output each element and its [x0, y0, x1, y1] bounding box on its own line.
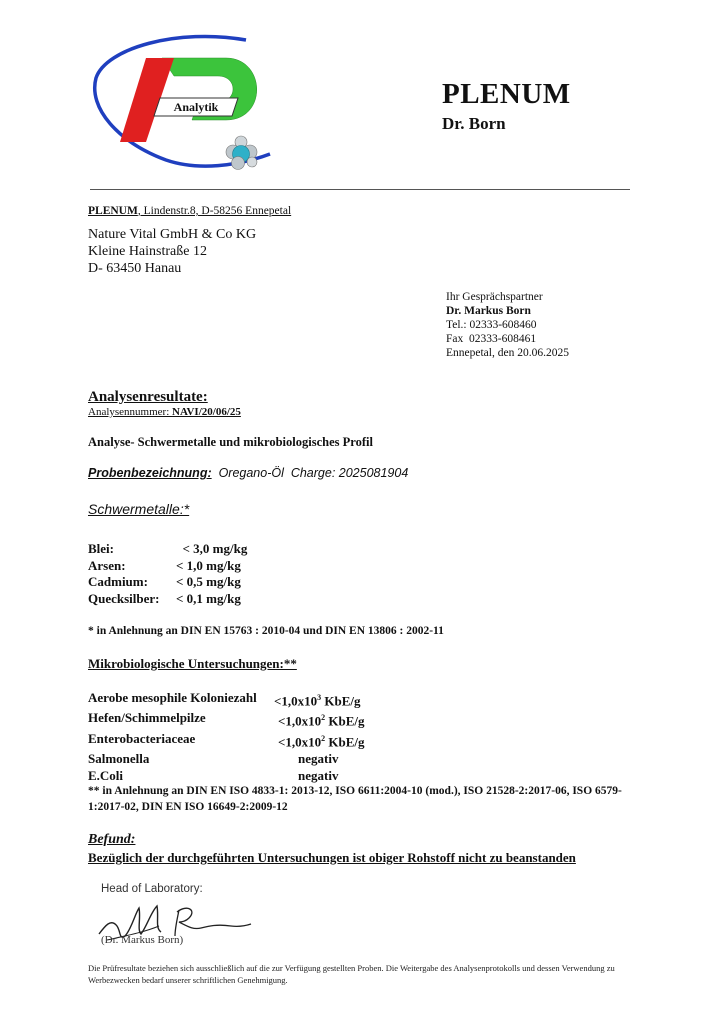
table-row: [88, 591, 247, 608]
sample-designation: [88, 466, 408, 480]
microbiology-heading: Mikrobiologische Untersuchungen:**: [88, 656, 297, 671]
microbiology-footnote: ** in Anlehnung an DIN EN ISO 4833-1: 2013-12, ISO 6611:2004-10 (mod.), ISO 21528-2:2017-06, ISO 6579-1:2017-02, DIN EN ISO 16649-2:2009-12: [88, 785, 622, 813]
sample-value: Oregano-Öl Charge: 2025081904: [211, 466, 409, 480]
micro-value: $<1,0x10^3$ KbE/g: [274, 693, 361, 709]
table-row: [88, 541, 247, 558]
table-row: [88, 767, 365, 784]
metal-name: Cadmium:: [88, 574, 148, 589]
recipient-line-1: Nature Vital GmbH & Co KG: [88, 227, 257, 242]
micro-name: Hefen/Schimmelpilze: [88, 710, 206, 726]
metal-value: < 0,1 mg/kg: [176, 590, 241, 606]
sender-address-line: [88, 205, 291, 217]
micro-value: negativ: [298, 767, 339, 783]
table-row: [88, 689, 365, 709]
table-row: [88, 750, 365, 767]
micro-name: Salmonella: [88, 750, 150, 766]
recipient-line-3: D- 63450 Hanau: [88, 261, 182, 276]
contact-tel: Tel.: 02333-608460: [446, 319, 537, 331]
analysis-number-label: Analysennummer:: [88, 406, 173, 418]
heavy-metals-table: [88, 541, 247, 607]
sender-name: PLENUM: [88, 205, 138, 217]
table-row: [88, 730, 365, 750]
contact-name: Dr. Markus Born: [446, 305, 531, 317]
signature-role: Head of Laboratory:: [101, 883, 203, 895]
metal-value: < 0,5 mg/kg: [176, 574, 241, 589]
metal-name: Quecksilber:: [88, 590, 160, 606]
finding-text: Bezüglich der durchgeführten Untersuchungen ist obiger Rohstoff nicht zu beanstanden: [88, 850, 576, 865]
metal-value: < 1,0 mg/kg: [176, 557, 241, 573]
finding-heading: Befund:: [88, 832, 136, 847]
microbiology-table: [88, 689, 365, 784]
results-heading: Analysenresultate:: [88, 389, 208, 405]
contact-date: Ennepetal, den 20.06.2025: [446, 347, 569, 359]
brand-subtitle: Dr. Born: [442, 114, 506, 133]
sender-address: , Lindenstr.8, D-58256 Ennepetal: [137, 205, 292, 217]
contact-fax: Fax 02333-608461: [446, 333, 537, 345]
table-row: [88, 709, 365, 729]
disclaimer: Die Prüfresultate beziehen sich ausschließlich auf die zur Verfügung gestellten Proben. Die Weitergabe des Analysenprotokolls und dessen Verwendung zu Werbezwecken bedarf unserer schriftlichen Genehmigung.: [88, 963, 615, 985]
micro-value: negativ: [298, 750, 339, 766]
metal-name: Arsen:: [88, 557, 126, 573]
analysis-number: [88, 406, 241, 418]
plenum-analytik-logo: [88, 30, 288, 180]
contact-label: Ihr Gesprächspartner: [446, 291, 543, 303]
header-divider: [90, 189, 630, 190]
brand-title: PLENUM: [442, 78, 571, 110]
micro-name: Enterobacteriaceae: [88, 730, 196, 746]
heavy-metals-heading: Schwermetalle:*: [88, 501, 190, 517]
contact-block: [446, 290, 569, 360]
micro-value: $<1,0x10^2$ KbE/g: [278, 713, 365, 729]
sample-label: Probenbezeichnung:: [88, 466, 212, 480]
signer-name: (Dr. Markus Born): [101, 934, 184, 946]
micro-name: Aerobe mesophile Koloniezahl: [88, 690, 257, 705]
recipient-address: [88, 226, 256, 277]
metal-value: < 3,0 mg/kg: [176, 541, 248, 556]
analysis-title: Analyse- Schwermetalle und mikrobiologisches Profil: [88, 435, 373, 449]
heavy-metals-footnote: * in Anlehnung an DIN EN 15763 : 2010-04 und DIN EN 13806 : 2002-11: [88, 625, 444, 637]
analysis-number-value: NAVI/20/06/25: [172, 406, 241, 418]
table-row: [88, 558, 247, 575]
metal-name: Blei:: [88, 541, 114, 556]
recipient-line-2: Kleine Hainstraße 12: [88, 244, 207, 259]
micro-value: $<1,0x10^2$ KbE/g: [278, 733, 365, 749]
logo-text: Analytik: [173, 100, 219, 114]
table-row: [88, 574, 247, 591]
micro-name: E.Coli: [88, 767, 124, 783]
